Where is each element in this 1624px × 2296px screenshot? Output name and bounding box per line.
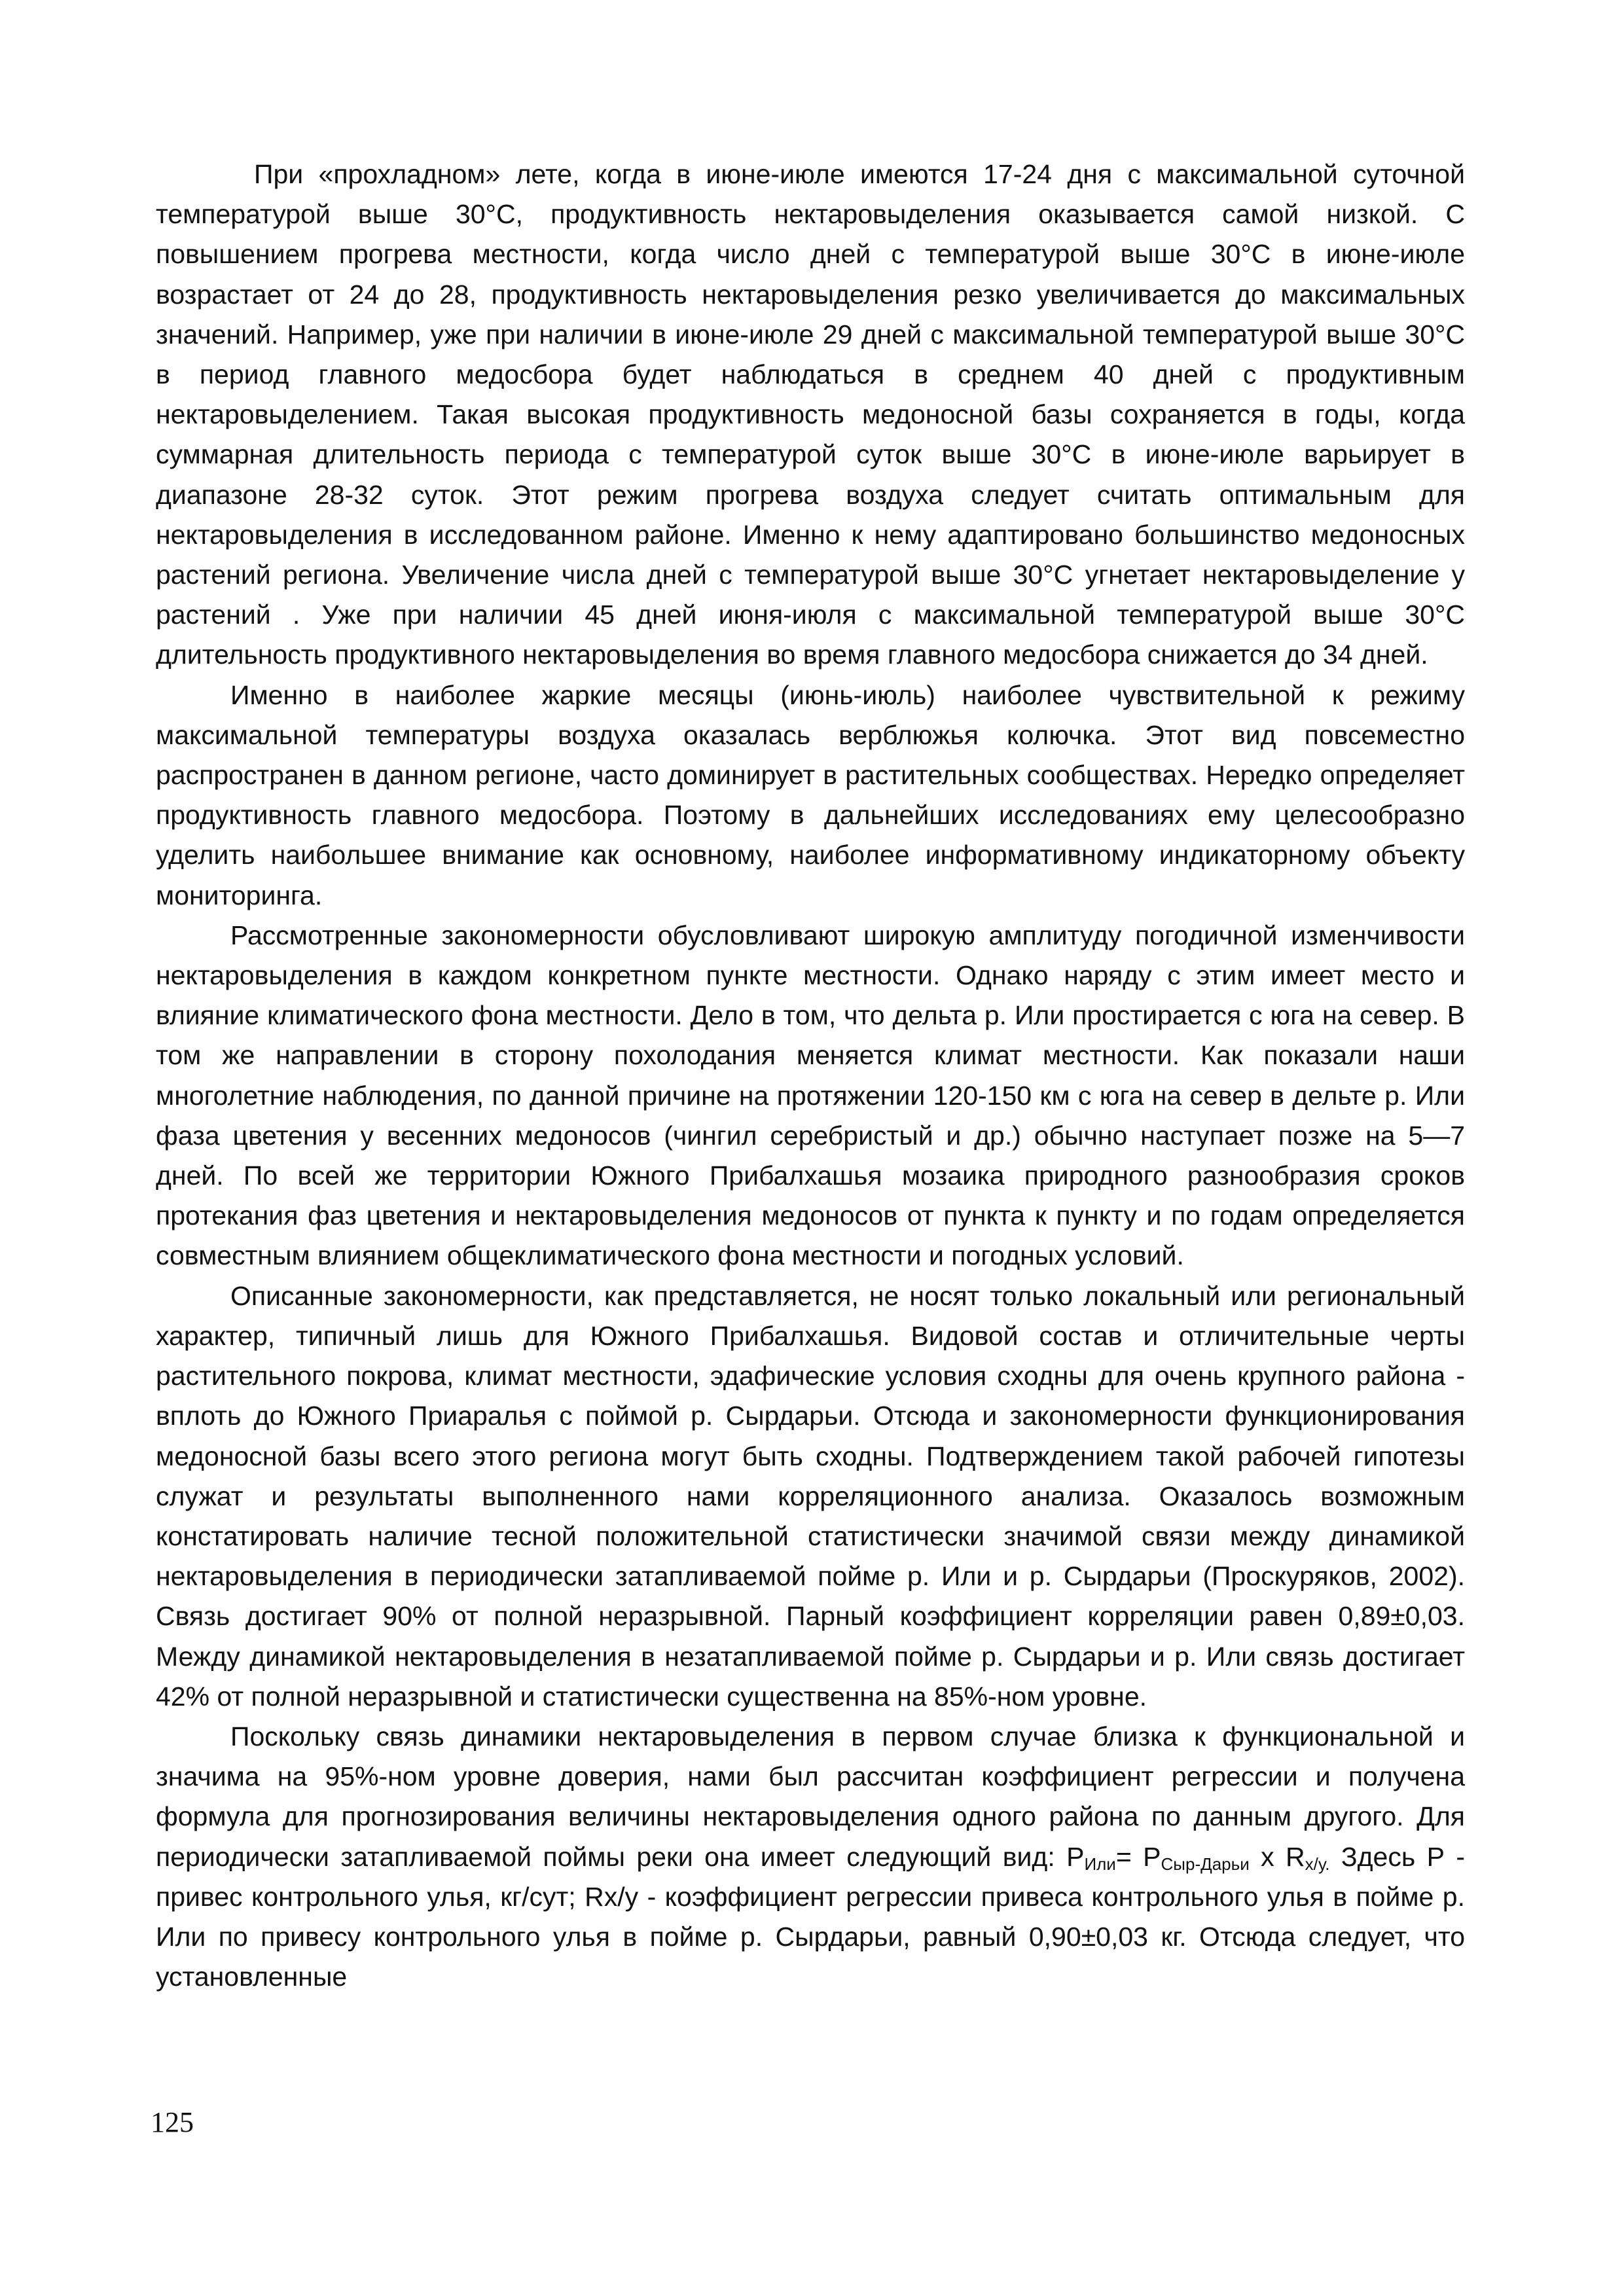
formula-equals: = Р — [1115, 1841, 1161, 1872]
formula-subscript-ili: Или — [1084, 1854, 1116, 1874]
body-text — [156, 154, 1465, 1997]
paragraph-5-text-end: Здесь Р - привес контрольного улья, кг/сут; Rх/у - коэффициент регрессии привеса контрольного улья в пойме р. Или по привесу контрольного улья в пойме р. Сырдарьи, равный 0,90±0,03 кг. Отсюда следует, что установленные — [156, 1841, 1465, 1992]
paragraph-2: Именно в наиболее жаркие месяцы (июнь-июль) наиболее чувствительной к режиму максимальной температуры воздуха оказалась верблюжья колючка. Этот вид повсеместно распространен в данном регионе, часто доминирует в растительных сообществах. Нередко определяет продуктивность главного медосбора. Поэтому в дальнейших исследованиях ему целесообразно уделить наибольшее внимание как основному, наиболее информативному индикаторному объекту мониторинга. — [156, 679, 1465, 910]
page-number: 125 — [151, 2106, 194, 2138]
paragraph-5-text-start: Поскольку связь динамики нектаровыделения в первом случае близка к функциональной и значима на 95%-ном уровне доверия, нами был рассчитан коэффициент регрессии и получена формула для прогнозирования величины нектаровыделения одного района по данным другого. Для периодически затапливаемой поймы реки она имеет следующий вид: Р — [156, 1721, 1465, 1872]
formula-subscript-xy: х/у. — [1305, 1854, 1330, 1874]
formula-times-r: х R — [1249, 1841, 1305, 1872]
paragraph-4: Описанные закономерности, как представляется, не носят только локальный или региональный характер, типичный лишь для Южного Прибалхашья. Видовой состав и отличительные черты растительного покрова, климат местности, эдафические условия сходны для очень крупного района - вплоть до Южного Приаралья с поймой р. Сырдарьи. Отсюда и закономерности функционирования медоносной базы всего этого региона могут быть сходны. Подтверждением такой рабочей гипотезы служат и результаты выполненного нами корреляционного анализа. Оказалось возможным констатировать наличие тесной положительной статистически значимой связи между динамикой нектаровыделения в периодически затапливаемой пойме р. Или и р. Сырдарьи (Проскуряков, 2002). Связь достигает 90% от полной неразрывной. Парный коэффициент корреляции равен 0,89±0,03. Между динамикой нектаровыделения в незатапливаемой пойме р. Сырдарьи и р. Или связь достигает 42% от полной неразрывной и статистически существенна на 85%-ном уровне. — [156, 1280, 1465, 1712]
formula-subscript-syrdarya: Сыр-Дарьи — [1161, 1854, 1250, 1874]
paragraph-1: При «прохладном» лете, когда в июне-июле имеются 17-24 дня с максимальной суточной температурой выше 30°С, продуктивность нектаровыделения оказывается самой низкой. С повышением прогрева местности, когда число дней с температурой выше 30°С в июне-июле возрастает от 24 до 28, продуктивность нектаровыделения резко увеличивается до максимальных значений. Например, уже при наличии в июне-июле 29 дней с максимальной температурой выше 30°С в период главного медосбора будет наблюдаться в среднем 40 дней с продуктивным нектаровыделением. Такая высокая продуктивность медоносной базы сохраняется в годы, когда суммарная длительность периода с температурой суток выше 30°С в июне-июле варьирует в диапазоне 28-32 суток. Этот режим прогрева воздуха следует считать оптимальным для нектаровыделения в исследованном районе. Именно к нему адаптировано большинство медоносных растений региона. Увеличение числа дней с температурой выше 30°С угнетает нектаровыделение у растений . Уже при наличии 45 дней июня-июля с максимальной температурой выше 30°С длительность продуктивного нектаровыделения во время главного медосбора снижается до 34 дней. — [156, 159, 1465, 670]
paragraph-5 — [156, 1717, 1465, 1997]
paragraph-3: Рассмотренные закономерности обусловливают широкую амплитуду погодичной изменчивости нектаровыделения в каждом конкретном пункте местности. Однако наряду с этим имеет место и влияние климатического фона местности. Дело в том, что дельта р. Или простирается с юга на север. В том же направлении в сторону похолодания меняется климат местности. Как показали наши многолетние наблюдения, по данной причине на протяжении 120-150 км с юга на север в дельте р. Или фаза цветения у весенних медоносов (чингил серебристый и др.) обычно наступает позже на 5—7 дней. По всей же территории Южного Прибалхашья мозаика природного разнообразия сроков протекания фаз цветения и нектаровыделения медоносов от пункта к пункту и по годам определяется совместным влиянием общеклиматического фона местности и погодных условий. — [156, 920, 1465, 1271]
